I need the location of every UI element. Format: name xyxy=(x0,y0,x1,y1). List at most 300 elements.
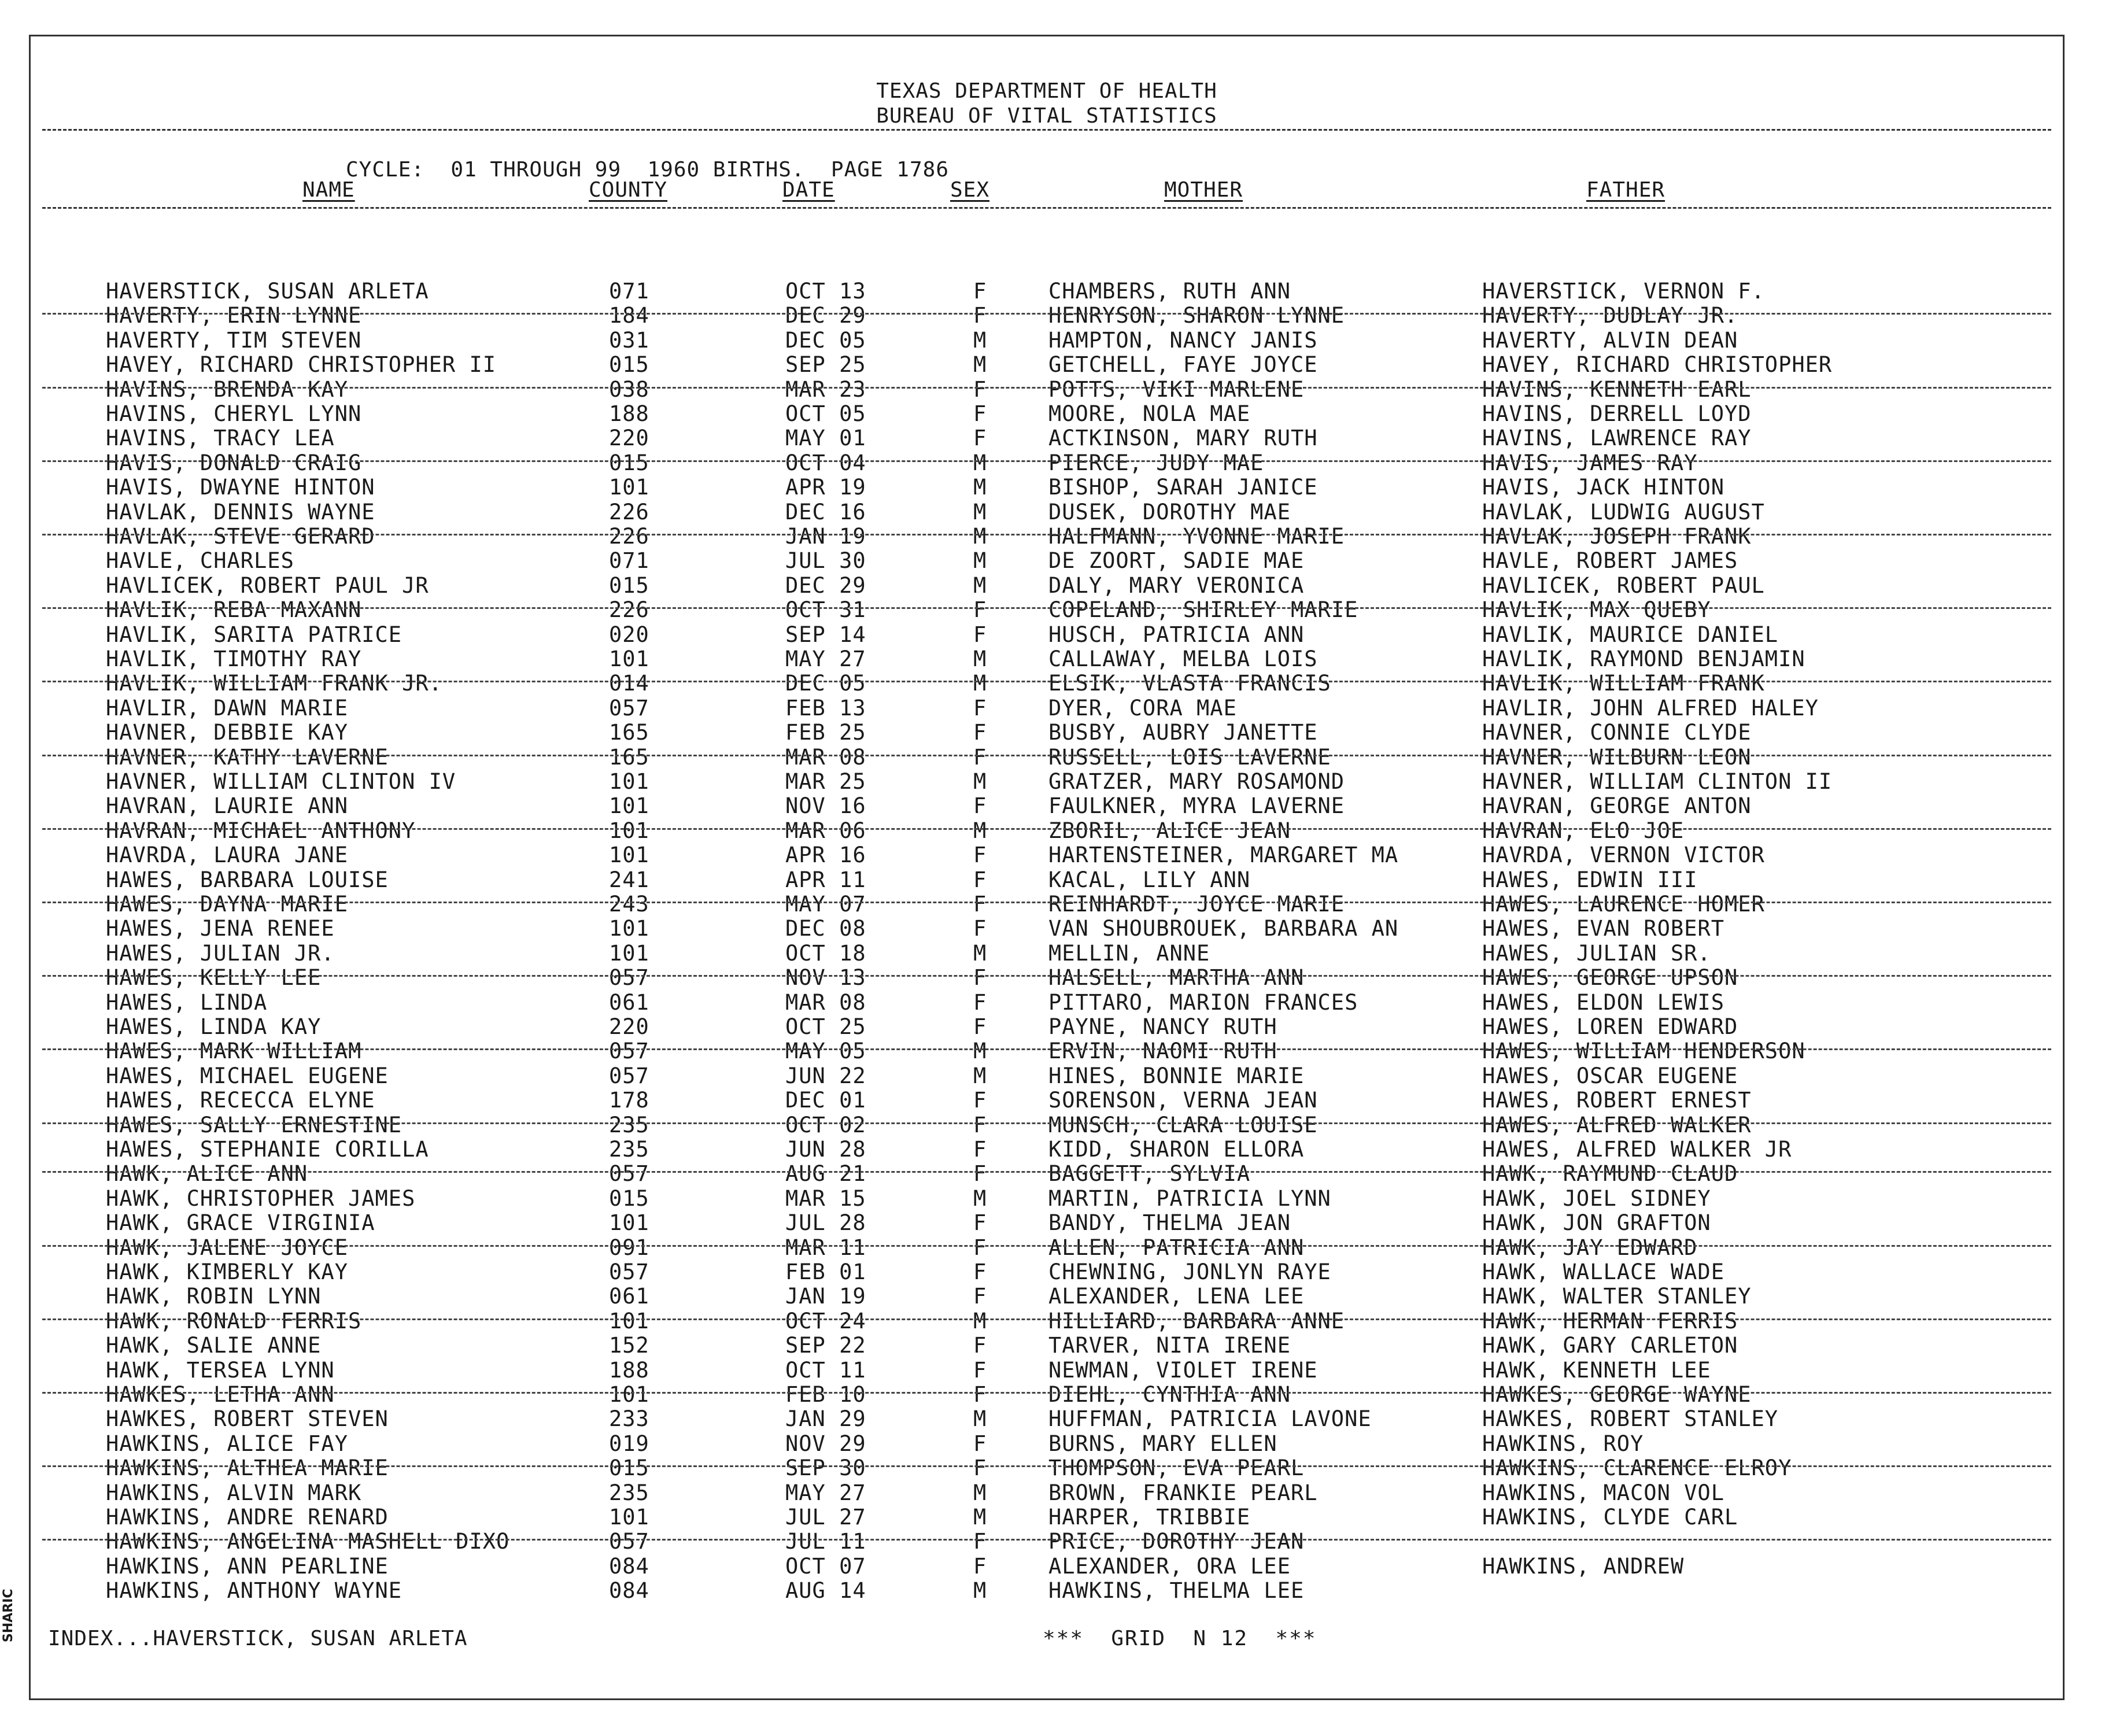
cell-name: HAVRDA, LAURA JANE xyxy=(106,843,348,868)
cell-date: DEC 08 xyxy=(785,916,866,941)
table-row xyxy=(31,1236,2063,1260)
bureau-title: BUREAU OF VITAL STATISTICS xyxy=(876,104,1217,128)
cell-sex: M xyxy=(973,1505,987,1530)
cell-father: HAWES, ALFRED WALKER xyxy=(1482,1112,1752,1137)
cell-date: JAN 19 xyxy=(785,524,866,549)
cell-county: 226 xyxy=(609,499,649,525)
cell-county: 178 xyxy=(609,1088,649,1113)
cell-sex: F xyxy=(973,892,987,917)
cell-sex: M xyxy=(973,818,987,843)
cell-date: MAR 23 xyxy=(785,376,866,402)
cell-county: 038 xyxy=(609,376,649,402)
column-header-name: NAME xyxy=(302,178,355,202)
cell-father: HAWES, OSCAR EUGENE xyxy=(1482,1063,1738,1088)
cell-county: 057 xyxy=(609,1161,649,1187)
table-row xyxy=(31,1530,2063,1554)
cell-county: 235 xyxy=(609,1137,649,1162)
cell-county: 084 xyxy=(609,1578,649,1604)
table-row xyxy=(31,721,2063,745)
cell-mother: REINHARDT, JOYCE MARIE xyxy=(1048,892,1345,917)
cell-father: HAVIS, JACK HINTON xyxy=(1482,475,1724,500)
table-row xyxy=(31,941,2063,966)
cell-name: HAWKINS, ANDRE RENARD xyxy=(106,1505,389,1530)
cell-county: 233 xyxy=(609,1406,649,1432)
cell-county: 057 xyxy=(609,1529,649,1554)
cell-father: HAWK, RAYMUND CLAUD xyxy=(1482,1161,1738,1187)
cell-father: HAWES, JULIAN SR. xyxy=(1482,940,1711,966)
cell-mother: FAULKNER, MYRA LAVERNE xyxy=(1048,793,1345,819)
table-row xyxy=(31,1334,2063,1358)
department-title: TEXAS DEPARTMENT OF HEALTH xyxy=(876,79,1217,103)
table-row xyxy=(31,402,2063,426)
cell-county: 015 xyxy=(609,450,649,475)
cell-name: HAWES, JULIAN JR. xyxy=(106,940,335,966)
cell-date: MAY 27 xyxy=(785,647,866,671)
cell-date: JUL 30 xyxy=(785,548,866,574)
cell-mother: BAGGETT, SYLVIA xyxy=(1048,1161,1251,1187)
cell-date: MAY 01 xyxy=(785,426,866,451)
cell-father: HAVEY, RICHARD CHRISTOPHER xyxy=(1482,352,1833,378)
cell-county: 101 xyxy=(609,647,649,671)
cell-county: 188 xyxy=(609,401,649,426)
column-header-county: COUNTY xyxy=(589,178,668,202)
cell-name: HAVERSTICK, SUSAN ARLETA xyxy=(106,279,429,304)
cell-date: MAY 07 xyxy=(785,892,866,917)
cell-mother: KACAL, LILY ANN xyxy=(1048,867,1251,892)
table-row xyxy=(31,574,2063,598)
cell-name: HAVNER, WILLIAM CLINTON IV xyxy=(106,769,456,794)
cell-name: HAWK, GRACE VIRGINIA xyxy=(106,1210,375,1236)
cell-name: HAVERTY, TIM STEVEN xyxy=(106,327,362,353)
cell-date: FEB 13 xyxy=(785,695,866,721)
cell-sex: M xyxy=(973,940,987,966)
cell-mother: GRATZER, MARY ROSAMOND xyxy=(1048,769,1345,794)
table-row xyxy=(31,378,2063,402)
cell-name: HAWK, JALENE JOYCE xyxy=(106,1235,348,1260)
table-row xyxy=(31,696,2063,721)
table-row xyxy=(31,647,2063,671)
cell-mother: CALLAWAY, MELBA LOIS xyxy=(1048,647,1318,671)
table-row xyxy=(31,279,2063,304)
cell-mother: PIERCE, JUDY MAE xyxy=(1048,450,1264,475)
cell-father: HAWK, WALTER STANLEY xyxy=(1482,1284,1752,1309)
cell-date: JUL 27 xyxy=(785,1505,866,1530)
column-header-mother: MOTHER xyxy=(1164,178,1243,202)
table-row xyxy=(31,1162,2063,1186)
cell-mother: PITTARO, MARION FRANCES xyxy=(1048,989,1358,1015)
cell-name: HAVERTY, ERIN LYNNE xyxy=(106,303,362,328)
cell-sex: F xyxy=(973,1431,987,1456)
cell-date: MAR 06 xyxy=(785,818,866,843)
column-header-father: FATHER xyxy=(1586,178,1666,202)
cell-mother: ALLEN, PATRICIA ANN xyxy=(1048,1235,1305,1260)
cell-date: AUG 21 xyxy=(785,1161,866,1187)
cell-name: HAVLE, CHARLES xyxy=(106,548,294,574)
cell-mother: HUSCH, PATRICIA ANN xyxy=(1048,622,1305,647)
cell-county: 101 xyxy=(609,1505,649,1530)
cell-date: FEB 01 xyxy=(785,1259,866,1284)
cell-mother: GETCHELL, FAYE JOYCE xyxy=(1048,352,1318,378)
side-label: SHARIC xyxy=(1,1589,16,1642)
cell-date: MAR 11 xyxy=(785,1235,866,1260)
cell-father: HAVNER, WILBURN LEON xyxy=(1482,744,1752,770)
table-row xyxy=(31,1064,2063,1088)
cell-sex: F xyxy=(973,989,987,1015)
cell-name: HAWKES, ROBERT STEVEN xyxy=(106,1406,389,1432)
cell-date: OCT 04 xyxy=(785,450,866,475)
table-row xyxy=(31,868,2063,892)
cell-father: HAWES, EVAN ROBERT xyxy=(1482,916,1724,941)
cell-sex: F xyxy=(973,1088,987,1113)
cell-name: HAVNER, KATHY LAVERNE xyxy=(106,744,389,770)
cell-father: HAWK, WALLACE WADE xyxy=(1482,1259,1724,1284)
grid-footer: *** GRID N 12 *** xyxy=(1043,1627,1317,1650)
cell-father: HAVLAK, JOSEPH FRANK xyxy=(1482,524,1752,549)
cell-name: HAWK, ROBIN LYNN xyxy=(106,1284,322,1309)
cell-mother: ZBORIL, ALICE JEAN xyxy=(1048,818,1291,843)
cell-sex: M xyxy=(973,450,987,475)
cell-county: 220 xyxy=(609,1014,649,1039)
cell-date: JUL 28 xyxy=(785,1210,866,1236)
cell-county: 061 xyxy=(609,989,649,1015)
cell-county: 241 xyxy=(609,867,649,892)
cell-father: HAWK, JOEL SIDNEY xyxy=(1482,1185,1711,1211)
column-header-date: DATE xyxy=(782,178,835,202)
cell-father: HAWK, HERMAN FERRIS xyxy=(1482,1308,1738,1334)
cell-sex: F xyxy=(973,720,987,745)
cell-date: DEC 29 xyxy=(785,572,866,598)
table-row xyxy=(31,1211,2063,1235)
cell-name: HAVINS, TRACY LEA xyxy=(106,426,335,451)
cell-mother: CHAMBERS, RUTH ANN xyxy=(1048,279,1291,304)
cell-county: 071 xyxy=(609,279,649,304)
cell-county: 101 xyxy=(609,843,649,868)
cell-father: HAWES, LOREN EDWARD xyxy=(1482,1014,1738,1039)
cell-date: MAY 05 xyxy=(785,1039,866,1064)
table-row xyxy=(31,549,2063,573)
cell-name: HAWES, RECECCA ELYNE xyxy=(106,1088,375,1113)
cell-name: HAVINS, CHERYL LYNN xyxy=(106,401,362,426)
cell-mother: MELLIN, ANNE xyxy=(1048,940,1210,966)
cell-mother: COPELAND, SHIRLEY MARIE xyxy=(1048,597,1358,623)
cell-sex: M xyxy=(973,352,987,378)
cell-mother: VAN SHOUBROUEK, BARBARA AN xyxy=(1048,916,1399,941)
table-row xyxy=(31,426,2063,450)
cell-father: HAWKINS, CLARENCE ELROY xyxy=(1482,1456,1792,1481)
cell-mother: HALSELL, MARTHA ANN xyxy=(1048,965,1305,991)
cell-sex: F xyxy=(973,1529,987,1554)
cell-mother: HILLIARD, BARBARA ANNE xyxy=(1048,1308,1345,1334)
table-row xyxy=(31,1579,2063,1603)
cell-father: HAVLICEK, ROBERT PAUL xyxy=(1482,572,1765,598)
cell-sex: M xyxy=(973,1578,987,1604)
cell-father: HAWK, GARY CARLETON xyxy=(1482,1333,1738,1358)
cell-county: 184 xyxy=(609,303,649,328)
cell-name: HAVLAK, STEVE GERARD xyxy=(106,524,375,549)
cell-sex: F xyxy=(973,1456,987,1481)
table-row xyxy=(31,892,2063,917)
cell-date: DEC 29 xyxy=(785,303,866,328)
cell-county: 057 xyxy=(609,965,649,991)
cell-mother: BISHOP, SARAH JANICE xyxy=(1048,475,1318,500)
cell-date: MAR 15 xyxy=(785,1185,866,1211)
cell-county: 084 xyxy=(609,1553,649,1579)
cell-mother: ACTKINSON, MARY RUTH xyxy=(1048,426,1318,451)
cell-mother: HINES, BONNIE MARIE xyxy=(1048,1063,1305,1088)
cell-father: HAWES, ELDON LEWIS xyxy=(1482,989,1724,1015)
table-row xyxy=(31,1284,2063,1309)
table-row xyxy=(31,1113,2063,1137)
cell-date: APR 19 xyxy=(785,475,866,500)
cell-name: HAVLAK, DENNIS WAYNE xyxy=(106,499,375,525)
cell-father: HAVERTY, DUDLAY JR. xyxy=(1482,303,1738,328)
cell-father: HAWES, WILLIAM HENDERSON xyxy=(1482,1039,1805,1064)
cell-sex: F xyxy=(973,376,987,402)
cell-date: JUL 11 xyxy=(785,1529,866,1554)
cell-name: HAWKINS, ALTHEA MARIE xyxy=(106,1456,389,1481)
cell-name: HAWK, TERSEA LYNN xyxy=(106,1357,335,1383)
cell-sex: F xyxy=(973,303,987,328)
cell-county: 152 xyxy=(609,1333,649,1358)
cell-mother: HUFFMAN, PATRICIA LAVONE xyxy=(1048,1406,1372,1432)
cell-county: 165 xyxy=(609,720,649,745)
column-divider xyxy=(42,207,2051,209)
table-row xyxy=(31,794,2063,818)
cell-father: HAWES, ROBERT ERNEST xyxy=(1482,1088,1752,1113)
cell-county: 235 xyxy=(609,1112,649,1137)
cell-sex: F xyxy=(973,744,987,770)
cell-name: HAWES, JENA RENEE xyxy=(106,916,335,941)
cell-father: HAWES, ALFRED WALKER JR xyxy=(1482,1137,1792,1162)
cell-mother: HARPER, TRIBBIE xyxy=(1048,1505,1251,1530)
table-row xyxy=(31,1358,2063,1383)
cell-mother: NEWMAN, VIOLET IRENE xyxy=(1048,1357,1318,1383)
cell-mother: HAWKINS, THELMA LEE xyxy=(1048,1578,1305,1604)
cell-date: SEP 14 xyxy=(785,622,866,647)
cell-date: MAR 25 xyxy=(785,769,866,794)
cell-county: 015 xyxy=(609,1456,649,1481)
cell-father: HAVERTY, ALVIN DEAN xyxy=(1482,327,1738,353)
cell-mother: ELSIK, VLASTA FRANCIS xyxy=(1048,671,1331,696)
cell-sex: F xyxy=(973,793,987,819)
cell-date: APR 11 xyxy=(785,867,866,892)
table-row xyxy=(31,1309,2063,1334)
cell-date: JUN 28 xyxy=(785,1137,866,1162)
cell-county: 101 xyxy=(609,1382,649,1407)
cell-father: HAVINS, DERRELL LOYD xyxy=(1482,401,1752,426)
cell-name: HAVLIR, DAWN MARIE xyxy=(106,695,348,721)
cell-mother: ALEXANDER, LENA LEE xyxy=(1048,1284,1305,1309)
cell-county: 019 xyxy=(609,1431,649,1456)
cell-sex: F xyxy=(973,843,987,868)
cell-father: HAVLIK, RAYMOND BENJAMIN xyxy=(1482,647,1805,671)
cell-county: 101 xyxy=(609,1308,649,1334)
table-row xyxy=(31,819,2063,843)
cell-father: HAVLAK, LUDWIG AUGUST xyxy=(1482,499,1765,525)
cell-name: HAWKINS, ALVIN MARK xyxy=(106,1480,362,1505)
table-row xyxy=(31,1432,2063,1456)
cell-county: 165 xyxy=(609,744,649,770)
cell-father: HAVLIK, MAURICE DANIEL xyxy=(1482,622,1779,647)
header-divider xyxy=(42,129,2051,131)
cell-sex: M xyxy=(973,671,987,696)
cell-date: OCT 05 xyxy=(785,401,866,426)
table-row xyxy=(31,1383,2063,1407)
cell-date: MAY 27 xyxy=(785,1480,866,1505)
cell-date: NOV 29 xyxy=(785,1431,866,1456)
cell-county: 101 xyxy=(609,1210,649,1236)
cell-father: HAVNER, CONNIE CLYDE xyxy=(1482,720,1752,745)
cell-name: HAWES, DAYNA MARIE xyxy=(106,892,348,917)
cell-sex: M xyxy=(973,769,987,794)
cell-sex: M xyxy=(973,499,987,525)
cell-sex: F xyxy=(973,622,987,647)
cell-county: 061 xyxy=(609,1284,649,1309)
cell-sex: F xyxy=(973,1333,987,1358)
cell-sex: M xyxy=(973,1480,987,1505)
cell-mother: TARVER, NITA IRENE xyxy=(1048,1333,1291,1358)
cell-county: 014 xyxy=(609,671,649,696)
cell-name: HAWKINS, ANGELINA MASHELL DIXO xyxy=(106,1529,510,1554)
cell-father: HAWKINS, MACON VOL xyxy=(1482,1480,1724,1505)
table-row xyxy=(31,1137,2063,1162)
cell-father: HAVLIR, JOHN ALFRED HALEY xyxy=(1482,695,1819,721)
cell-county: 091 xyxy=(609,1235,649,1260)
cell-name: HAWES, STEPHANIE CORILLA xyxy=(106,1137,429,1162)
cell-name: HAWK, KIMBERLY KAY xyxy=(106,1259,348,1284)
cell-sex: F xyxy=(973,1357,987,1383)
cell-date: OCT 18 xyxy=(785,940,866,966)
cell-sex: M xyxy=(973,1185,987,1211)
cycle-line: CYCLE: 01 THROUGH 99 1960 BIRTHS. PAGE 1786 xyxy=(346,158,949,182)
cell-county: 226 xyxy=(609,597,649,623)
cell-name: HAWK, SALIE ANNE xyxy=(106,1333,322,1358)
cell-name: HAWK, RONALD FERRIS xyxy=(106,1308,362,1334)
cell-father: HAWKES, GEORGE WAYNE xyxy=(1482,1382,1752,1407)
cell-name: HAWK, ALICE ANN xyxy=(106,1161,308,1187)
cell-sex: F xyxy=(973,867,987,892)
cell-name: HAVLIK, TIMOTHY RAY xyxy=(106,647,362,671)
cell-county: 015 xyxy=(609,352,649,378)
cell-name: HAVLIK, SARITA PATRICE xyxy=(106,622,402,647)
cell-father: HAWK, KENNETH LEE xyxy=(1482,1357,1711,1383)
cell-date: OCT 24 xyxy=(785,1308,866,1334)
cell-sex: F xyxy=(973,1382,987,1407)
cell-father: HAVERSTICK, VERNON F. xyxy=(1482,279,1765,304)
cell-date: SEP 22 xyxy=(785,1333,866,1358)
cell-father: HAVIS, JAMES RAY xyxy=(1482,450,1698,475)
cell-sex: M xyxy=(973,548,987,574)
table-row xyxy=(31,1481,2063,1505)
cell-date: APR 16 xyxy=(785,843,866,868)
table-row xyxy=(31,1015,2063,1039)
cell-county: 188 xyxy=(609,1357,649,1383)
cell-father: HAWK, JAY EDWARD xyxy=(1482,1235,1698,1260)
cell-date: FEB 25 xyxy=(785,720,866,745)
cell-name: HAWKINS, ANN PEARLINE xyxy=(106,1553,389,1579)
cell-mother: MOORE, NOLA MAE xyxy=(1048,401,1251,426)
cell-name: HAVLIK, REBA MAXANN xyxy=(106,597,362,623)
cell-father: HAWKES, ROBERT STANLEY xyxy=(1482,1406,1779,1432)
table-row xyxy=(31,991,2063,1015)
cell-sex: M xyxy=(973,1063,987,1088)
cell-sex: F xyxy=(973,279,987,304)
cell-name: HAWK, CHRISTOPHER JAMES xyxy=(106,1185,416,1211)
cell-date: FEB 10 xyxy=(785,1382,866,1407)
cell-mother: BROWN, FRANKIE PEARL xyxy=(1048,1480,1318,1505)
cell-father: HAWES, GEORGE UPSON xyxy=(1482,965,1738,991)
table-row xyxy=(31,843,2063,867)
table-row xyxy=(31,1187,2063,1211)
cell-father: HAVLIK, WILLIAM FRANK xyxy=(1482,671,1765,696)
cell-name: HAVIS, DONALD CRAIG xyxy=(106,450,362,475)
cell-county: 101 xyxy=(609,769,649,794)
cell-county: 031 xyxy=(609,327,649,353)
table-row xyxy=(31,1505,2063,1530)
table-row xyxy=(31,1088,2063,1113)
cell-date: OCT 02 xyxy=(785,1112,866,1137)
cell-date: OCT 25 xyxy=(785,1014,866,1039)
cell-date: SEP 25 xyxy=(785,352,866,378)
cell-name: HAWES, LINDA xyxy=(106,989,268,1015)
index-footer: INDEX...HAVERSTICK, SUSAN ARLETA xyxy=(48,1627,468,1650)
cell-county: 101 xyxy=(609,818,649,843)
cell-name: HAWES, BARBARA LOUISE xyxy=(106,867,389,892)
cell-father: HAVLE, ROBERT JAMES xyxy=(1482,548,1738,574)
cell-mother: HENRYSON, SHARON LYNNE xyxy=(1048,303,1345,328)
cell-county: 057 xyxy=(609,695,649,721)
cell-sex: F xyxy=(973,965,987,991)
cell-date: AUG 14 xyxy=(785,1578,866,1604)
cell-sex: M xyxy=(973,1406,987,1432)
cell-date: OCT 07 xyxy=(785,1553,866,1579)
cell-sex: F xyxy=(973,426,987,451)
cell-father: HAWES, LAURENCE HOMER xyxy=(1482,892,1765,917)
cell-county: 057 xyxy=(609,1063,649,1088)
cell-sex: F xyxy=(973,916,987,941)
cell-sex: M xyxy=(973,1308,987,1334)
cell-sex: F xyxy=(973,1553,987,1579)
cell-date: NOV 13 xyxy=(785,965,866,991)
cell-county: 015 xyxy=(609,572,649,598)
cell-father: HAWK, JON GRAFTON xyxy=(1482,1210,1711,1236)
cell-sex: M xyxy=(973,572,987,598)
cell-county: 101 xyxy=(609,940,649,966)
cell-name: HAWKINS, ALICE FAY xyxy=(106,1431,348,1456)
cell-sex: M xyxy=(973,524,987,549)
cell-name: HAWES, SALLY ERNESTINE xyxy=(106,1112,402,1137)
cell-mother: DALY, MARY VERONICA xyxy=(1048,572,1305,598)
cell-name: HAVRAN, MICHAEL ANTHONY xyxy=(106,818,416,843)
cell-mother: POTTS, VIKI MARLENE xyxy=(1048,376,1305,402)
cell-mother: SORENSON, VERNA JEAN xyxy=(1048,1088,1318,1113)
cell-county: 101 xyxy=(609,793,649,819)
cell-name: HAVRAN, LAURIE ANN xyxy=(106,793,348,819)
cell-mother: HARTENSTEINER, MARGARET MA xyxy=(1048,843,1399,868)
cell-mother: PRICE, DOROTHY JEAN xyxy=(1048,1529,1305,1554)
table-row xyxy=(31,623,2063,647)
cell-father: HAWES, EDWIN III xyxy=(1482,867,1698,892)
table-row xyxy=(31,475,2063,500)
table-row xyxy=(31,1407,2063,1431)
cell-father: HAVRAN, GEORGE ANTON xyxy=(1482,793,1752,819)
cell-county: 226 xyxy=(609,524,649,549)
document-frame xyxy=(29,35,2065,1700)
table-row xyxy=(31,451,2063,475)
cell-mother: THOMPSON, EVA PEARL xyxy=(1048,1456,1305,1481)
cell-mother: DIEHL, CYNTHIA ANN xyxy=(1048,1382,1291,1407)
cell-father: HAVINS, LAWRENCE RAY xyxy=(1482,426,1752,451)
